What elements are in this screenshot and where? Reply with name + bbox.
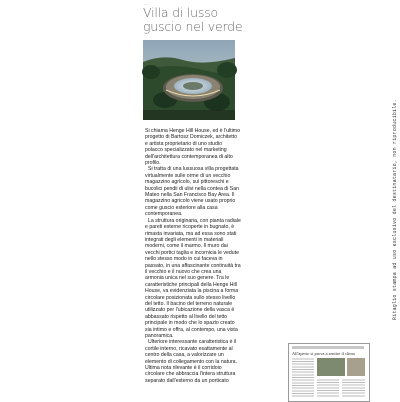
article-paragraph: Ulteriore interessante caratteristica è il cortile interno, ricavato esattamente al centro della casa, a valorizzare un elemento di collegamento con la natura. Ultima nota rilevante è il corridoio circolare che abbraccia l'intera struttura separato dall'esterno da un porticato: [145, 339, 237, 384]
thumbnail-text-column: [342, 379, 365, 398]
villa-photo-graphic: [143, 40, 235, 120]
article-body: [145, 128, 241, 400]
copyright-sidenote-text: Ritaglio stampa ad uso esclusivo del destinatario, non riproducibile.: [392, 99, 398, 320]
headline-block: [143, 0, 263, 34]
headline-title-line2: guscio nel verde: [143, 19, 243, 34]
villa-photo: [143, 40, 235, 120]
article-paragraph: Si tratta di una lussuosa villa progettata virtualmente sulle orme di un vecchio magazzino agricolo, sui pittoreschi e bucolici pendii di ulivi nella contea di San Mateo nella San Francisco Bay Area. Il magazzino agricolo viene usato proprio come guscio esteriore alla casa contemporanea.: [145, 166, 240, 218]
headline-kicker: ...: [143, 0, 151, 7]
thumbnail-photo: [347, 358, 365, 376]
article-paragraph: La struttura originaria, con pianta radiale e pareti esterne ricoperte in bugnato, è rimasta invariata, ma ad essa sono stati integrati degli elementi in materiali moderni, come il marmo. Il muro dai vecchi portici taglia e incornicia le vedute nello stesso modo in cui faceva in passato, in una affascinante continuità tra il vecchio e il nuovo che crea una armonia unica nel suo genere. Tra le caratteristiche principali della Henge Hill House, va evidenziata la piscina a forma circolare posizionata sullo stesso livello del tetto. Il bacino del terreno naturale utilizzato per l'ubicazione della vasca è abbassato rispetto al livello del tetto principale in modo che lo spazio creato sia intimo e offra, al contempo, una vista panoramica.: [145, 217, 241, 339]
headline-title-line1: Villa di lusso: [143, 5, 218, 20]
thumbnail-text-column: [317, 379, 339, 398]
copyright-sidenote: [384, 20, 398, 320]
thumbnail-header-bar: [292, 346, 364, 349]
thumbnail-photo: [317, 358, 345, 376]
thumbnail-text-column: [292, 358, 314, 398]
thumbnail-title: All'aperto si prova a sentire il clima: [292, 351, 355, 356]
article-paragraph: Si chiama Henge Hill House, ed è l'ultimo progetto di Bartosz Domiczek, architetto e artista proprietario di uno studio polacco specializzato nel marketing dell'architettura contemporanea di alto profilo.: [145, 128, 240, 167]
page-thumbnail: [288, 343, 370, 402]
